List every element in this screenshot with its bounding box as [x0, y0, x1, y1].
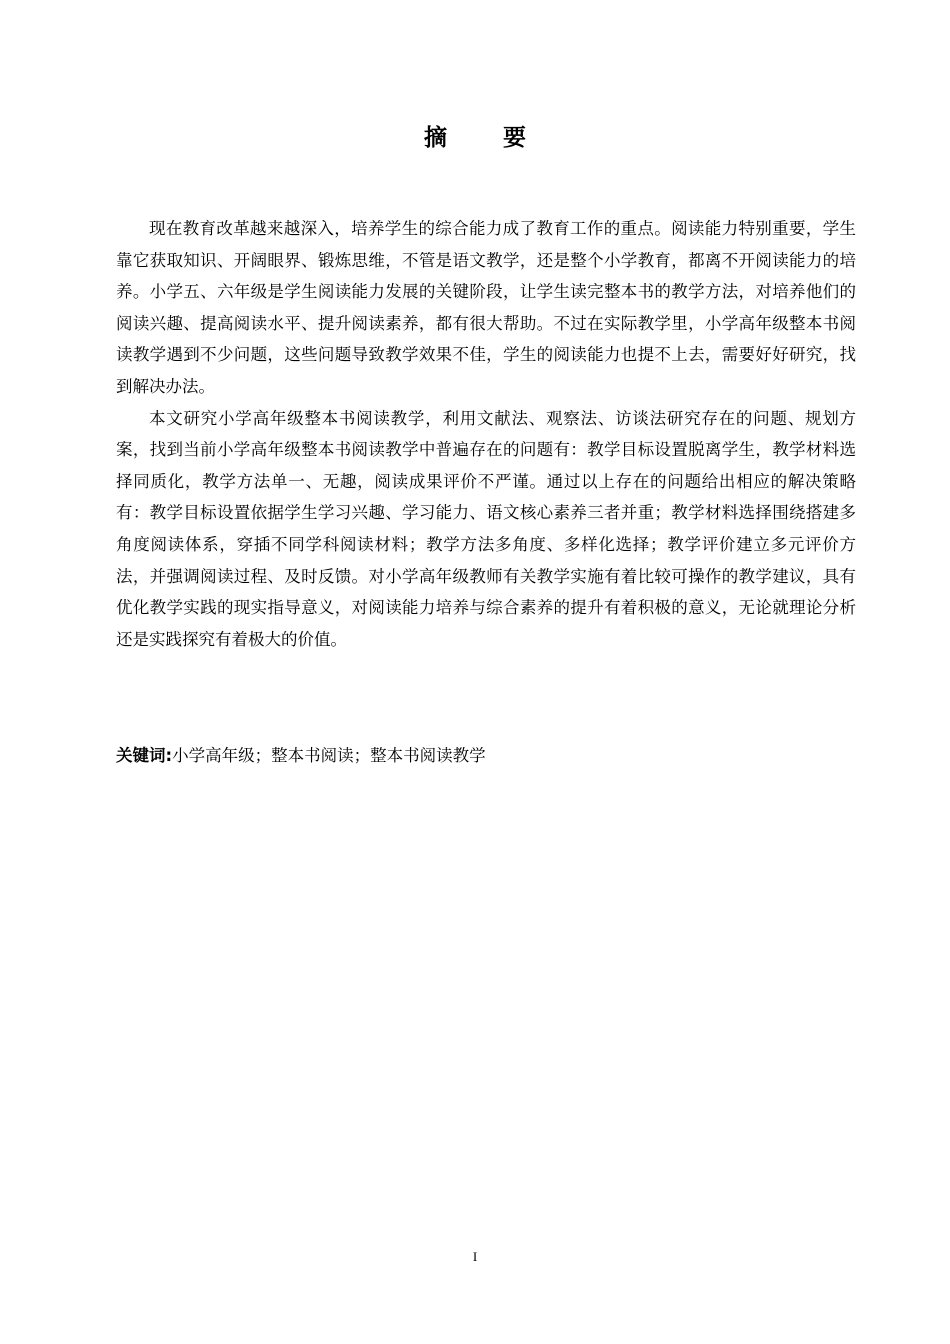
abstract-paragraph-2: 本文研究小学高年级整本书阅读教学，利用文献法、观察法、访谈法研究存在的问题、规划方案，找到当前小学高年级整本书阅读教学中普遍存在的问题有：教学目标设置脱离学生，教学材料选择同质化，教学方法单一、无趣，阅读成果评价不严谨。通过以上存在的问题给出相应的解决策略有：教学目标设置依据学生学习兴趣、学习能力、语文核心素养三者并重；教学材料选择围绕搭建多角度阅读体系，穿插不同学科阅读材料；教学方法多角度、多样化选择；教学评价建立多元评价方法，并强调阅读过程、及时反馈。对小学高年级教师有关教学实施有着比较可操作的教学建议，具有优化教学实践的现实指导意义，对阅读能力培养与综合素养的提升有着积极的意义，无论就理论分析还是实践探究有着极大的价值。: [116, 408, 856, 649]
abstract-title: 摘 要: [423, 125, 550, 151]
abstract-paragraph-1: 现在教育改革越来越深入，培养学生的综合能力成了教育工作的重点。阅读能力特别重要，学生靠它获取知识、开阔眼界、锻炼思维，不管是语文教学，还是整个小学教育，都离不开阅读能力的培养。小学五、六年级是学生阅读能力发展的关键阶段，让学生读完整本书的教学方法，对培养他们的阅读兴趣、提高阅读水平、提升阅读素养，都有很大帮助。不过在实际教学里，小学高年级整本书阅读教学遇到不少问题，这些问题导致教学效果不佳，学生的阅读能力也提不上去，需要好好研究，找到解决办法。: [116, 219, 856, 396]
abstract-body: [116, 213, 856, 655]
keywords-line: [116, 740, 856, 772]
page-number: I: [472, 1249, 478, 1264]
keywords-text: 小学高年级；整本书阅读；整本书阅读教学: [172, 746, 486, 765]
keywords-label: 关键词:: [116, 746, 173, 765]
